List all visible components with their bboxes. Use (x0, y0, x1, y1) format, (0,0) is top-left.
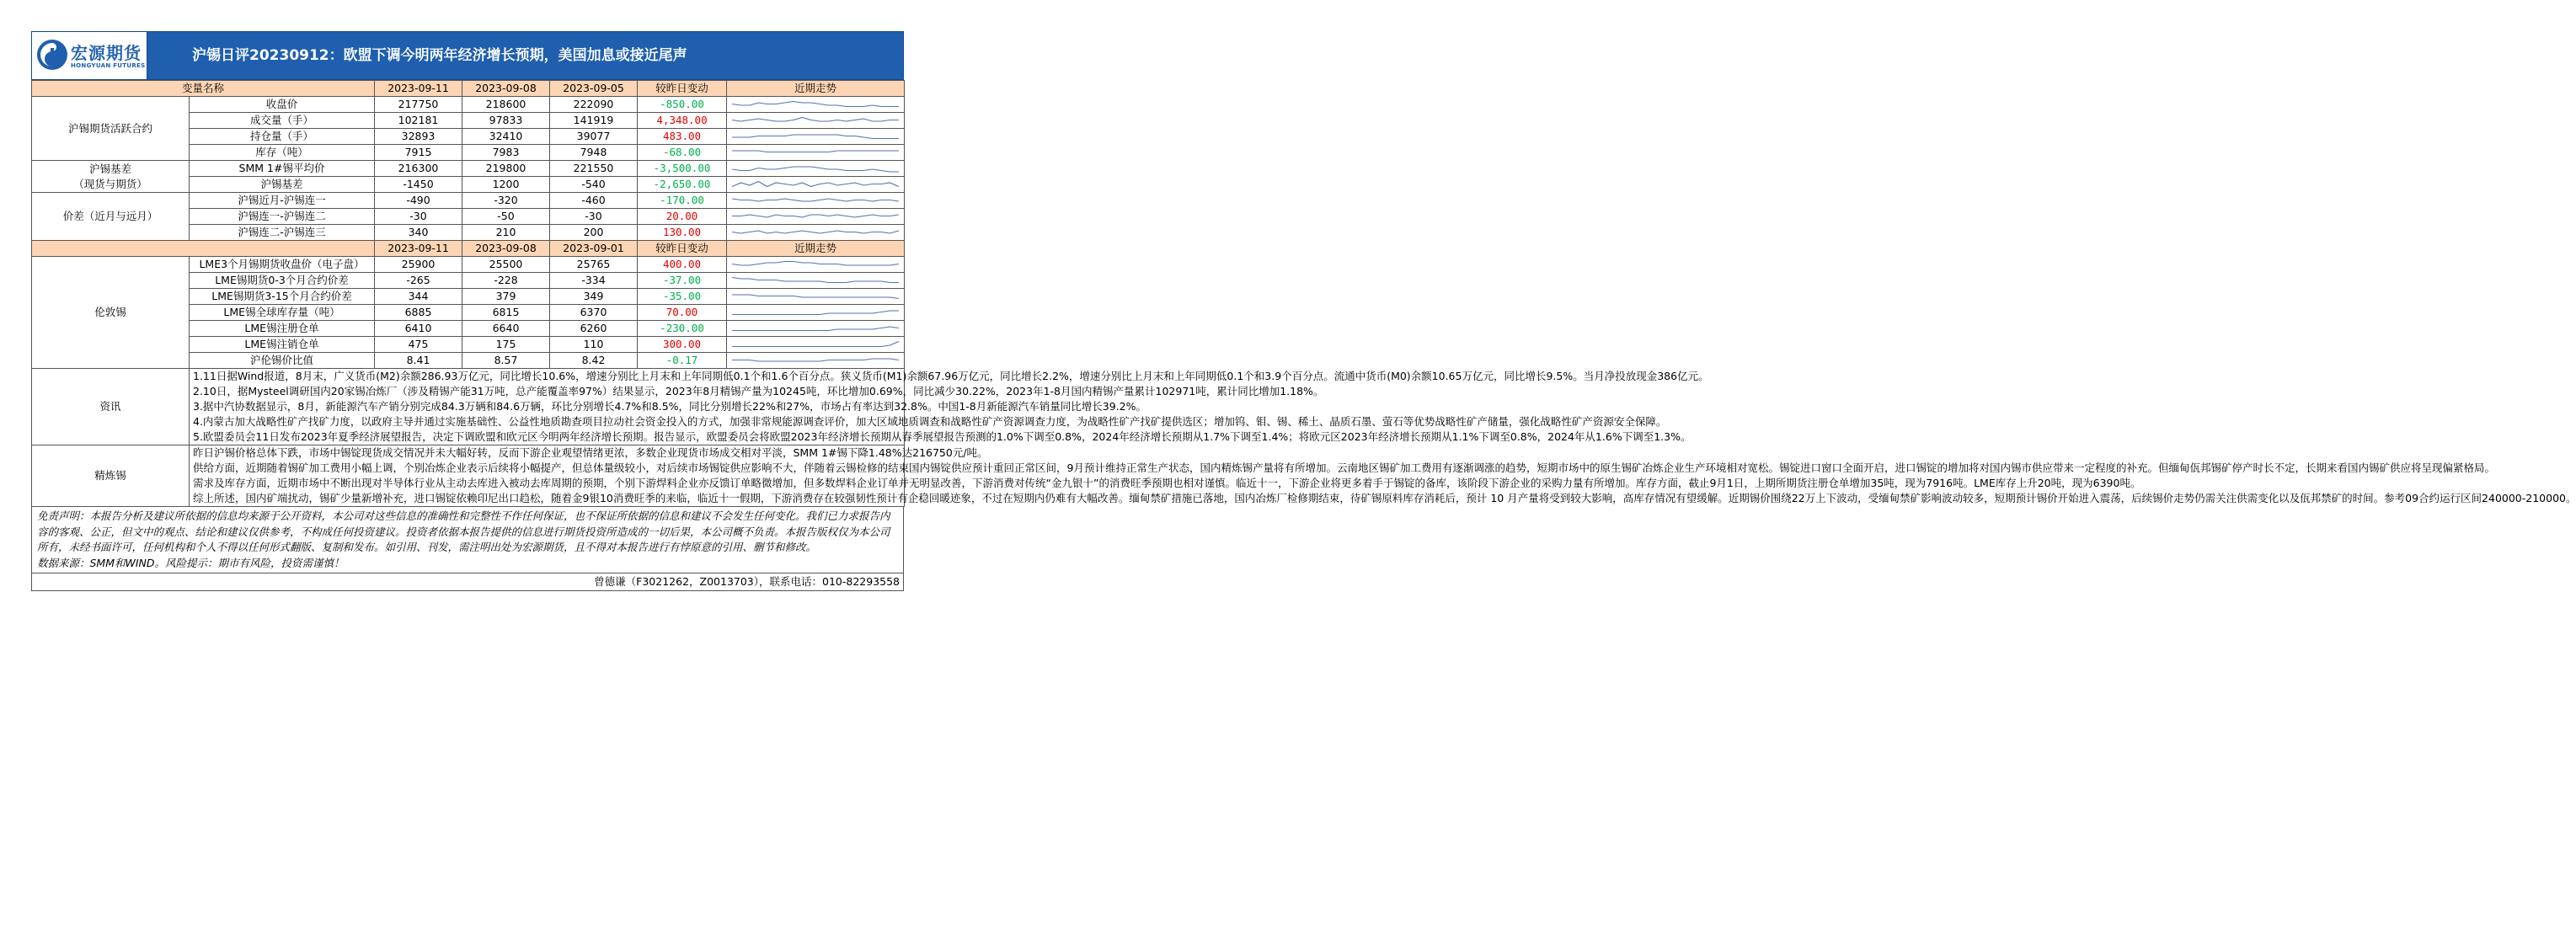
change-cell: -230.00 (638, 321, 727, 337)
value-cell: 6640 (462, 321, 550, 337)
value-cell: 8.42 (550, 353, 638, 369)
sparkline-line (732, 135, 899, 139)
variable-name: 沪锡连二-沪锡连三 (190, 225, 375, 241)
column-header-change: 较昨日变动 (638, 81, 727, 97)
sparkline-line (732, 151, 899, 152)
value-cell: -540 (550, 177, 638, 193)
group-label (32, 97, 190, 161)
column-header-date: 2023-09-08 (462, 241, 550, 257)
sparkline-line (732, 359, 899, 361)
value-cell: 175 (462, 337, 550, 353)
sparkline-line (732, 182, 899, 187)
variable-name: LME锡注销仓单 (190, 337, 375, 353)
value-cell: -30 (375, 209, 462, 225)
change-cell: 400.00 (638, 257, 727, 273)
value-cell: 349 (550, 289, 638, 305)
sparkline-cell (727, 273, 905, 289)
report-title: 沪锡日评20230912：欧盟下调今明两年经济增长预期，美国加息或接近尾声 (192, 47, 687, 64)
value-cell: 7948 (550, 145, 638, 161)
sparkline-cell (727, 161, 905, 177)
change-cell: -2,650.00 (638, 177, 727, 193)
variable-name: LME锡全球库存量（吨） (190, 305, 375, 321)
brand-logo (32, 32, 147, 79)
value-cell: 218600 (462, 97, 550, 113)
sparkline-line (732, 311, 899, 315)
variable-name: LME锡注册仓单 (190, 321, 375, 337)
sparkline-chart (729, 210, 902, 223)
column-header-date: 2023-09-01 (550, 241, 638, 257)
value-cell: -228 (462, 273, 550, 289)
column-header-date: 2023-09-11 (375, 81, 462, 97)
change-cell: 483.00 (638, 129, 727, 145)
sparkline-line (732, 262, 899, 266)
variable-name: 沪伦锡价比值 (190, 353, 375, 369)
sparkline-line (732, 215, 899, 217)
change-cell: 4,348.00 (638, 113, 727, 129)
sparkline-chart (729, 98, 902, 111)
value-cell: 6410 (375, 321, 462, 337)
variable-name: 成交量（手） (190, 113, 375, 129)
value-cell: 221550 (550, 161, 638, 177)
header-row (32, 81, 905, 97)
variable-name: SMM 1#锡平均价 (190, 161, 375, 177)
value-cell: 8.57 (462, 353, 550, 369)
value-cell: -490 (375, 193, 462, 209)
sparkline-chart (729, 354, 902, 367)
sparkline-chart (729, 274, 902, 287)
sparkline-line (732, 278, 899, 283)
news-label: 资讯 (32, 369, 190, 445)
brand-name-cn: 宏源期货 (71, 43, 142, 63)
refined-tin-content (190, 445, 2576, 507)
disclaimer-block (31, 507, 904, 573)
value-cell: 6370 (550, 305, 638, 321)
news-content (190, 369, 1709, 445)
hongyuan-logo-icon (36, 39, 68, 71)
value-cell: 32410 (462, 129, 550, 145)
sparkline-cell (727, 209, 905, 225)
value-cell: 25765 (550, 257, 638, 273)
value-cell: -320 (462, 193, 550, 209)
value-cell: 475 (375, 337, 462, 353)
brand-name-en: HONGYUAN FUTURES (71, 62, 146, 69)
analysis-paragraph: 综上所述，国内矿端扰动，锡矿少量新增补充，进口锡锭依赖印尼出口趋松，随着金9银10消费旺季的来临，临近十一假期，下游消费存在较强韧性预计有企稳回暖迹象，不过在短期内仍难有大幅改善。缅甸禁矿措施已落地，国内冶炼厂检修期结束，待矿锡原料库存消耗后，预计 10 月产量将受到较大影响，高库存情况有望缓解。近期锡价围绕22万上下波动，受缅甸禁矿影响波动较多，短期预计锡价开始进入震荡，后续锡价走势仍需关注供需变化以及佤邦禁矿的时间。参考09合约运行区间240000-210000。 (193, 492, 2576, 504)
analysis-paragraph: 昨日沪锡价格总体下跌，市场中锡锭现货成交情况并未大幅好转，反而下游企业观望情绪更浓，多数企业现货市场成交相对平淡，SMM 1#锡下降1.48%达216750元/吨。 (193, 446, 988, 459)
news-row (32, 369, 905, 445)
value-cell: 1200 (462, 177, 550, 193)
news-item: 4.内蒙古加大战略性矿产找矿力度，以政府主导并通过实施基础性、公益性地质勘查项目拉动社会资金投入的方式，加强非常规能源调查评价，加大区域地质调查和战略性矿产资源调查力度，为战略性矿产找矿提供选区；增加钨、钼、锡、稀土、晶质石墨、萤石等优势战略性矿产储量，强化战略性矿产资源安全保障。 (193, 415, 1667, 428)
sparkline-cell (727, 97, 905, 113)
header-row (32, 241, 905, 257)
table-row (32, 193, 905, 209)
change-cell: 130.00 (638, 225, 727, 241)
news-item: 2.10日，据Mysteel调研国内20家锡冶炼厂（涉及精锡产能31万吨，总产能覆盖率97%）结果显示，2023年8月精锡产量为10245吨，环比增加0.69%，同比减少30.22%，2023年1-8月国内精锡产量累计102971吨，累计同比增加1.18%。 (193, 385, 1324, 397)
sparkline-line (732, 231, 899, 233)
change-cell: -170.00 (638, 193, 727, 209)
sparkline-cell (727, 305, 905, 321)
value-cell: 8.41 (375, 353, 462, 369)
variable-name: 沪锡基差 (190, 177, 375, 193)
sparkline-chart (729, 146, 902, 159)
value-cell: 219800 (462, 161, 550, 177)
refined-tin-row (32, 445, 905, 507)
sparkline-cell (727, 113, 905, 129)
value-cell: 32893 (375, 129, 462, 145)
value-cell: -1450 (375, 177, 462, 193)
change-cell: -850.00 (638, 97, 727, 113)
value-cell: 7983 (462, 145, 550, 161)
sparkline-line (732, 342, 899, 347)
sparkline-line (732, 167, 899, 172)
data-source-text: 数据来源：SMM和WIND。风险提示：期市有风险，投资需谨慎！ (37, 556, 345, 569)
value-cell: 7915 (375, 145, 462, 161)
value-cell: -265 (375, 273, 462, 289)
group-label (32, 161, 190, 193)
sparkline-line (732, 295, 899, 299)
sparkline-chart (729, 130, 902, 143)
sparkline-chart (729, 194, 902, 207)
sparkline-chart (729, 114, 902, 127)
news-item: 5.欧盟委员会11日发布2023年夏季经济展望报告，决定下调欧盟和欧元区今明两年经济增长预期。报告显示，欧盟委员会将欧盟2023年经济增长预期从春季展望报告预测的1.0%下调至0.8%，2024年经济增长预期从1.7%下调至1.4%；将欧元区2023年经济增长预期从1.1%下调至0.8%，2024年从1.6%下调至1.3%。 (193, 430, 1692, 443)
column-header-change: 较昨日变动 (638, 241, 727, 257)
change-cell: -35.00 (638, 289, 727, 305)
sparkline-line (732, 199, 899, 201)
group-label (32, 193, 190, 241)
value-cell: 6260 (550, 321, 638, 337)
change-cell: 20.00 (638, 209, 727, 225)
sparkline-chart (729, 226, 902, 239)
column-header-date: 2023-09-08 (462, 81, 550, 97)
value-cell: 216300 (375, 161, 462, 177)
value-cell: 222090 (550, 97, 638, 113)
sparkline-cell (727, 225, 905, 241)
column-header-blank (32, 241, 375, 257)
value-cell: 200 (550, 225, 638, 241)
sparkline-chart (729, 258, 902, 271)
value-cell: 6885 (375, 305, 462, 321)
analysis-paragraph: 需求及库存方面，近期市场中不断出现对半导体行业从主动去库进入被动去库周期的预期，个别下游焊料企业亦反馈订单略微增加，但多数焊料企业订单并无明显改善，下游消费对传统“金九银十”的消费旺季预期也相对谨慎。临近十一，下游企业将更多着手于锡锭的备库，该阶段下游企业的采购力量有所增加。库存方面，截止9月1日，上期所期货注册仓单增加35吨，现为7916吨。LME库存上升20吨，现为6390吨。 (193, 477, 2141, 489)
value-cell: 25500 (462, 257, 550, 273)
value-cell: 210 (462, 225, 550, 241)
sparkline-line (732, 327, 899, 331)
header-banner (31, 31, 904, 80)
data-table (31, 80, 2576, 507)
value-cell: 39077 (550, 129, 638, 145)
value-cell: -334 (550, 273, 638, 289)
group-label: 伦敦锡 (32, 257, 190, 369)
analyst-contact: 曾德谦（F3021262，Z0013703），联系电话：010-82293558 (31, 573, 904, 591)
variable-name: LME3个月锡期货收盘价（电子盘） (190, 257, 375, 273)
variable-name: 库存（吨） (190, 145, 375, 161)
sparkline-cell (727, 321, 905, 337)
value-cell: 340 (375, 225, 462, 241)
variable-name: 沪锡近月-沪锡连一 (190, 193, 375, 209)
sparkline-chart (729, 290, 902, 303)
column-header-name: 变量名称 (32, 81, 375, 97)
change-cell: 70.00 (638, 305, 727, 321)
variable-name: LME锡期货0-3个月合约价差 (190, 273, 375, 289)
sparkline-chart (729, 178, 902, 191)
column-header-trend: 近期走势 (727, 241, 905, 257)
value-cell: 110 (550, 337, 638, 353)
value-cell: -460 (550, 193, 638, 209)
value-cell: 141919 (550, 113, 638, 129)
change-cell: -68.00 (638, 145, 727, 161)
sparkline-chart (729, 338, 902, 351)
value-cell: -30 (550, 209, 638, 225)
table-row (32, 97, 905, 113)
data-table-body (32, 81, 2576, 507)
column-header-trend: 近期走势 (727, 81, 905, 97)
variable-name: 持仓量（手） (190, 129, 375, 145)
sparkline-cell (727, 353, 905, 369)
variable-name: LME锡期货3-15个月合约价差 (190, 289, 375, 305)
column-header-date: 2023-09-05 (550, 81, 638, 97)
change-cell: -37.00 (638, 273, 727, 289)
sparkline-cell (727, 289, 905, 305)
value-cell: 6815 (462, 305, 550, 321)
news-item: 1.11日据Wind报道，8月末，广义货币(M2)余额286.93万亿元，同比增长10.6%，增速分别比上月末和上年同期低0.1个和1.6个百分点。狭义货币(M1)余额67.96万亿元，同比增长2.2%，增速分别比上月末和上年同期低0.1个和3.9个百分点。流通中货币(M0)余额10.65万亿元，同比增长9.5%。当月净投放现金386亿元。 (193, 370, 1709, 382)
change-cell: -3,500.00 (638, 161, 727, 177)
value-cell: 344 (375, 289, 462, 305)
sparkline-cell (727, 257, 905, 273)
value-cell: -50 (462, 209, 550, 225)
disclaimer-text: 免责声明：本报告分析及建议所依据的信息均来源于公开资料，本公司对这些信息的准确性和完整性不作任何保证，也不保证所依据的信息和建议不会发生任何变化。我们已力求报告内容的客观、公正，但文中的观点、结论和建议仅供参考，不构成任何投资建议。投资者依据本报告提供的信息进行期货投资所造成的一切后果，本公司概不负责。本报告版权仅为本公司所有，未经书面许可，任何机构和个人不得以任何形式翻版、复制和发布。如引用、刊发，需注明出处为宏源期货，且不得对本报告进行有悖原意的引用、删节和修改。 (37, 509, 890, 554)
sparkline-cell (727, 337, 905, 353)
group-label-subtext: （现货与期货） (73, 177, 147, 190)
value-cell: 217750 (375, 97, 462, 113)
sparkline-cell (727, 193, 905, 209)
variable-name: 沪锡连一-沪锡连二 (190, 209, 375, 225)
sparkline-line (732, 118, 899, 122)
value-cell: 102181 (375, 113, 462, 129)
change-cell: -0.17 (638, 353, 727, 369)
value-cell: 379 (462, 289, 550, 305)
news-item: 3.据中汽协数据显示，8月，新能源汽车产销分别完成84.3万辆和84.6万辆，环比分别增长4.7%和8.5%，同比分别增长22%和27%，市场占有率达到32.8%。中国1-8月新能源汽车销量同比增长39.2%。 (193, 400, 1146, 413)
sparkline-cell (727, 129, 905, 145)
group-label-text: 沪锡期货活跃合约 (67, 121, 152, 135)
value-cell: 97833 (462, 113, 550, 129)
sparkline-cell (727, 145, 905, 161)
value-cell: 25900 (375, 257, 462, 273)
group-label-text: 沪锡基差 (88, 162, 131, 175)
analysis-paragraph: 供给方面，近期随着锡矿加工费用小幅上调，个别冶炼企业表示后续将小幅提产，但总体量级较小，对后续市场锡锭供应影响不大，伴随着云锡检修的结束国内锡锭供应预计重回正常区间，9月预计维持正常生产状态，国内精炼锡产量将有所增加。云南地区锡矿加工费用有逐渐调涨的趋势，短期市场中的原生锡矿冶炼企业生产环境相对宽松。锡锭进口窗口全面开启，进口锡锭的增加将对国内锡市供应带来一定程度的补充。但缅甸佤邦锡矿停产时长不定，长期来看国内锡矿供应将呈现偏紧格局。 (193, 461, 2495, 474)
sparkline-line (732, 102, 899, 107)
refined-tin-label: 精炼锡 (32, 445, 190, 507)
change-cell: 300.00 (638, 337, 727, 353)
group-label-text: 价差（近月与远月） (62, 210, 158, 222)
report-sheet (31, 31, 2576, 591)
table-row (32, 257, 905, 273)
sparkline-chart (729, 162, 902, 175)
sparkline-chart (729, 322, 902, 335)
column-header-date: 2023-09-11 (375, 241, 462, 257)
sparkline-cell (727, 177, 905, 193)
variable-name: 收盘价 (190, 97, 375, 113)
sparkline-chart (729, 306, 902, 319)
table-row (32, 161, 905, 177)
